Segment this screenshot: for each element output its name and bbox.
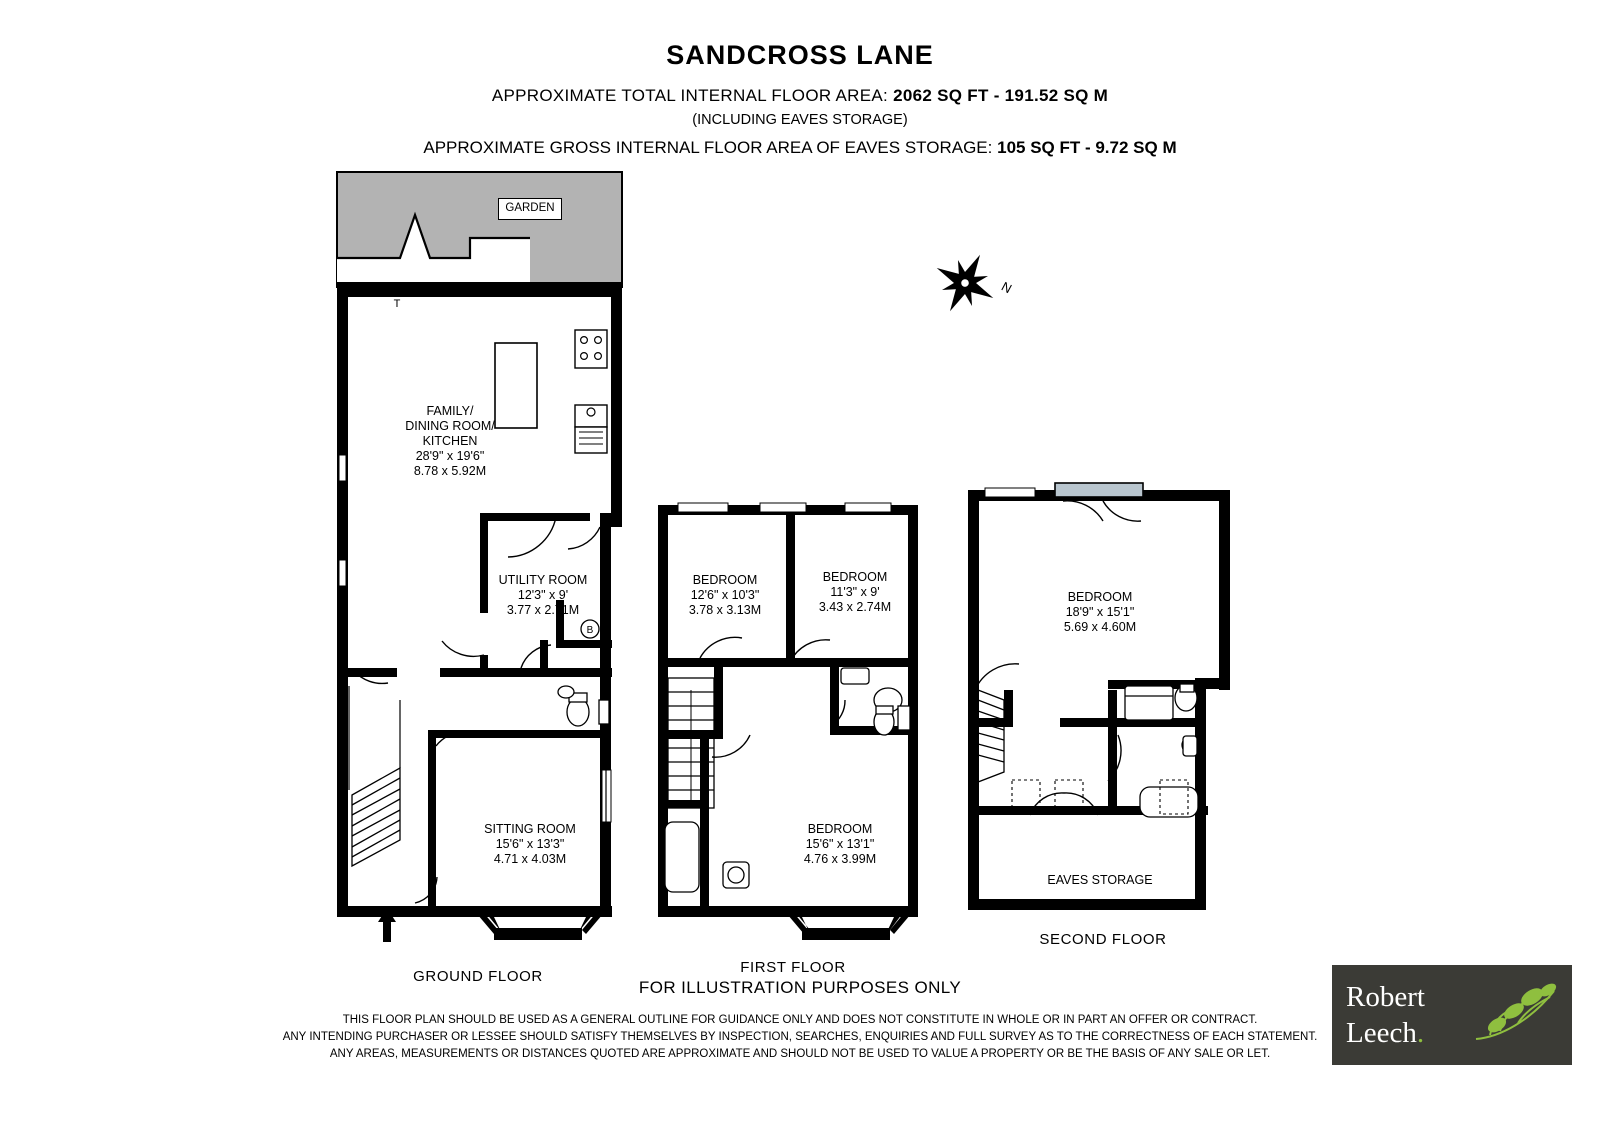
room-label-bedroom-1: BEDROOM 12'6" x 10'3" 3.78 x 3.13M — [688, 573, 762, 617]
ground-floor-stairs — [349, 686, 400, 866]
room-label-sitting-room: SITTING ROOM 15'6" x 13'3" 4.71 x 4.03M — [484, 822, 576, 866]
disclaimer-line-1: THIS FLOOR PLAN SHOULD BE USED AS A GENERAL OUTLINE FOR GUIDANCE ONLY AND DOES NOT CONSTITUTE IN WHOLE OR IN PART AN OFFER OR CONTRACT. — [342, 1014, 1258, 1026]
second-floor-plan — [968, 483, 1230, 910]
garden-area — [337, 172, 622, 290]
total-floor-area-label: APPROXIMATE TOTAL INTERNAL FLOOR AREA: — [491, 86, 889, 105]
room-label-bedroom-2: BEDROOM 11'3" x 9' 3.43 x 2.74M — [818, 570, 892, 614]
room-label-utility-room: UTILITY ROOM 12'3" x 9' 3.77 x 2.71M — [498, 573, 588, 617]
room-label-bedroom-4: BEDROOM 18'9" x 15'1" 5.69 x 4.60M — [1063, 590, 1137, 634]
second-floor-bathroom-fittings — [1125, 684, 1198, 817]
floor-label-first: FIRST FLOOR — [740, 959, 846, 976]
garden-label: GARDEN — [498, 198, 562, 220]
ground-floor-windows — [339, 455, 611, 822]
svg-text:B: B — [586, 625, 594, 636]
room-label-eaves-storage: EAVES STORAGE — [1047, 873, 1153, 887]
svg-text:T: T — [393, 298, 401, 310]
compass-north-label: N — [999, 278, 1015, 297]
first-floor-plan — [658, 503, 918, 940]
eaves-floor-area-label: APPROXIMATE GROSS INTERNAL FLOOR AREA OF EAVES STORAGE: — [423, 138, 993, 157]
floor-label-ground: GROUND FLOOR — [413, 968, 543, 985]
leaf-icon — [1470, 981, 1562, 1051]
agency-logo — [1332, 965, 1572, 1065]
room-label-bedroom-3: BEDROOM 15'6" x 13'1" 4.76 x 3.99M — [803, 822, 877, 866]
total-floor-area-value: 2062 SQ FT - 191.52 SQ M — [893, 86, 1109, 105]
page-title: SANDCROSS LANE — [666, 40, 934, 70]
illustration-note: FOR ILLUSTRATION PURPOSES ONLY — [638, 978, 962, 997]
eaves-floor-area-value: 105 SQ FT - 9.72 SQ M — [997, 138, 1177, 157]
room-label-kitchen: FAMILY/ DINING ROOM/ KITCHEN 28'9" x 19'6" 8.78 x 5.92M — [405, 404, 495, 478]
including-eaves-note: (INCLUDING EAVES STORAGE) — [692, 112, 908, 128]
floor-label-second: SECOND FLOOR — [1039, 931, 1167, 948]
logo-line-1: Robert — [1346, 981, 1425, 1013]
disclaimer-line-3: ANY AREAS, MEASUREMENTS OR DISTANCES QUOTED ARE APPROXIMATE AND SHOULD NOT BE USED TO VALUE A PROPERTY OR BE THE BASIS OF ANY SALE OR LET. — [329, 1048, 1271, 1060]
second-floor-windows — [985, 488, 1035, 497]
logo-dot: . — [1416, 1017, 1425, 1049]
logo-line-2: Leech. — [1346, 1017, 1425, 1049]
disclaimer-line-2: ANY INTENDING PURCHASER OR LESSEE SHOULD SATISFY THEMSELVES BY INSPECTION, SEARCHES, ENQUIRIES AND FULL SURVEY AS TO THE CORRECTNESS OF EACH STATEMENT. — [282, 1031, 1318, 1043]
first-floor-windows — [678, 503, 891, 512]
second-floor-stairs — [978, 690, 1004, 782]
